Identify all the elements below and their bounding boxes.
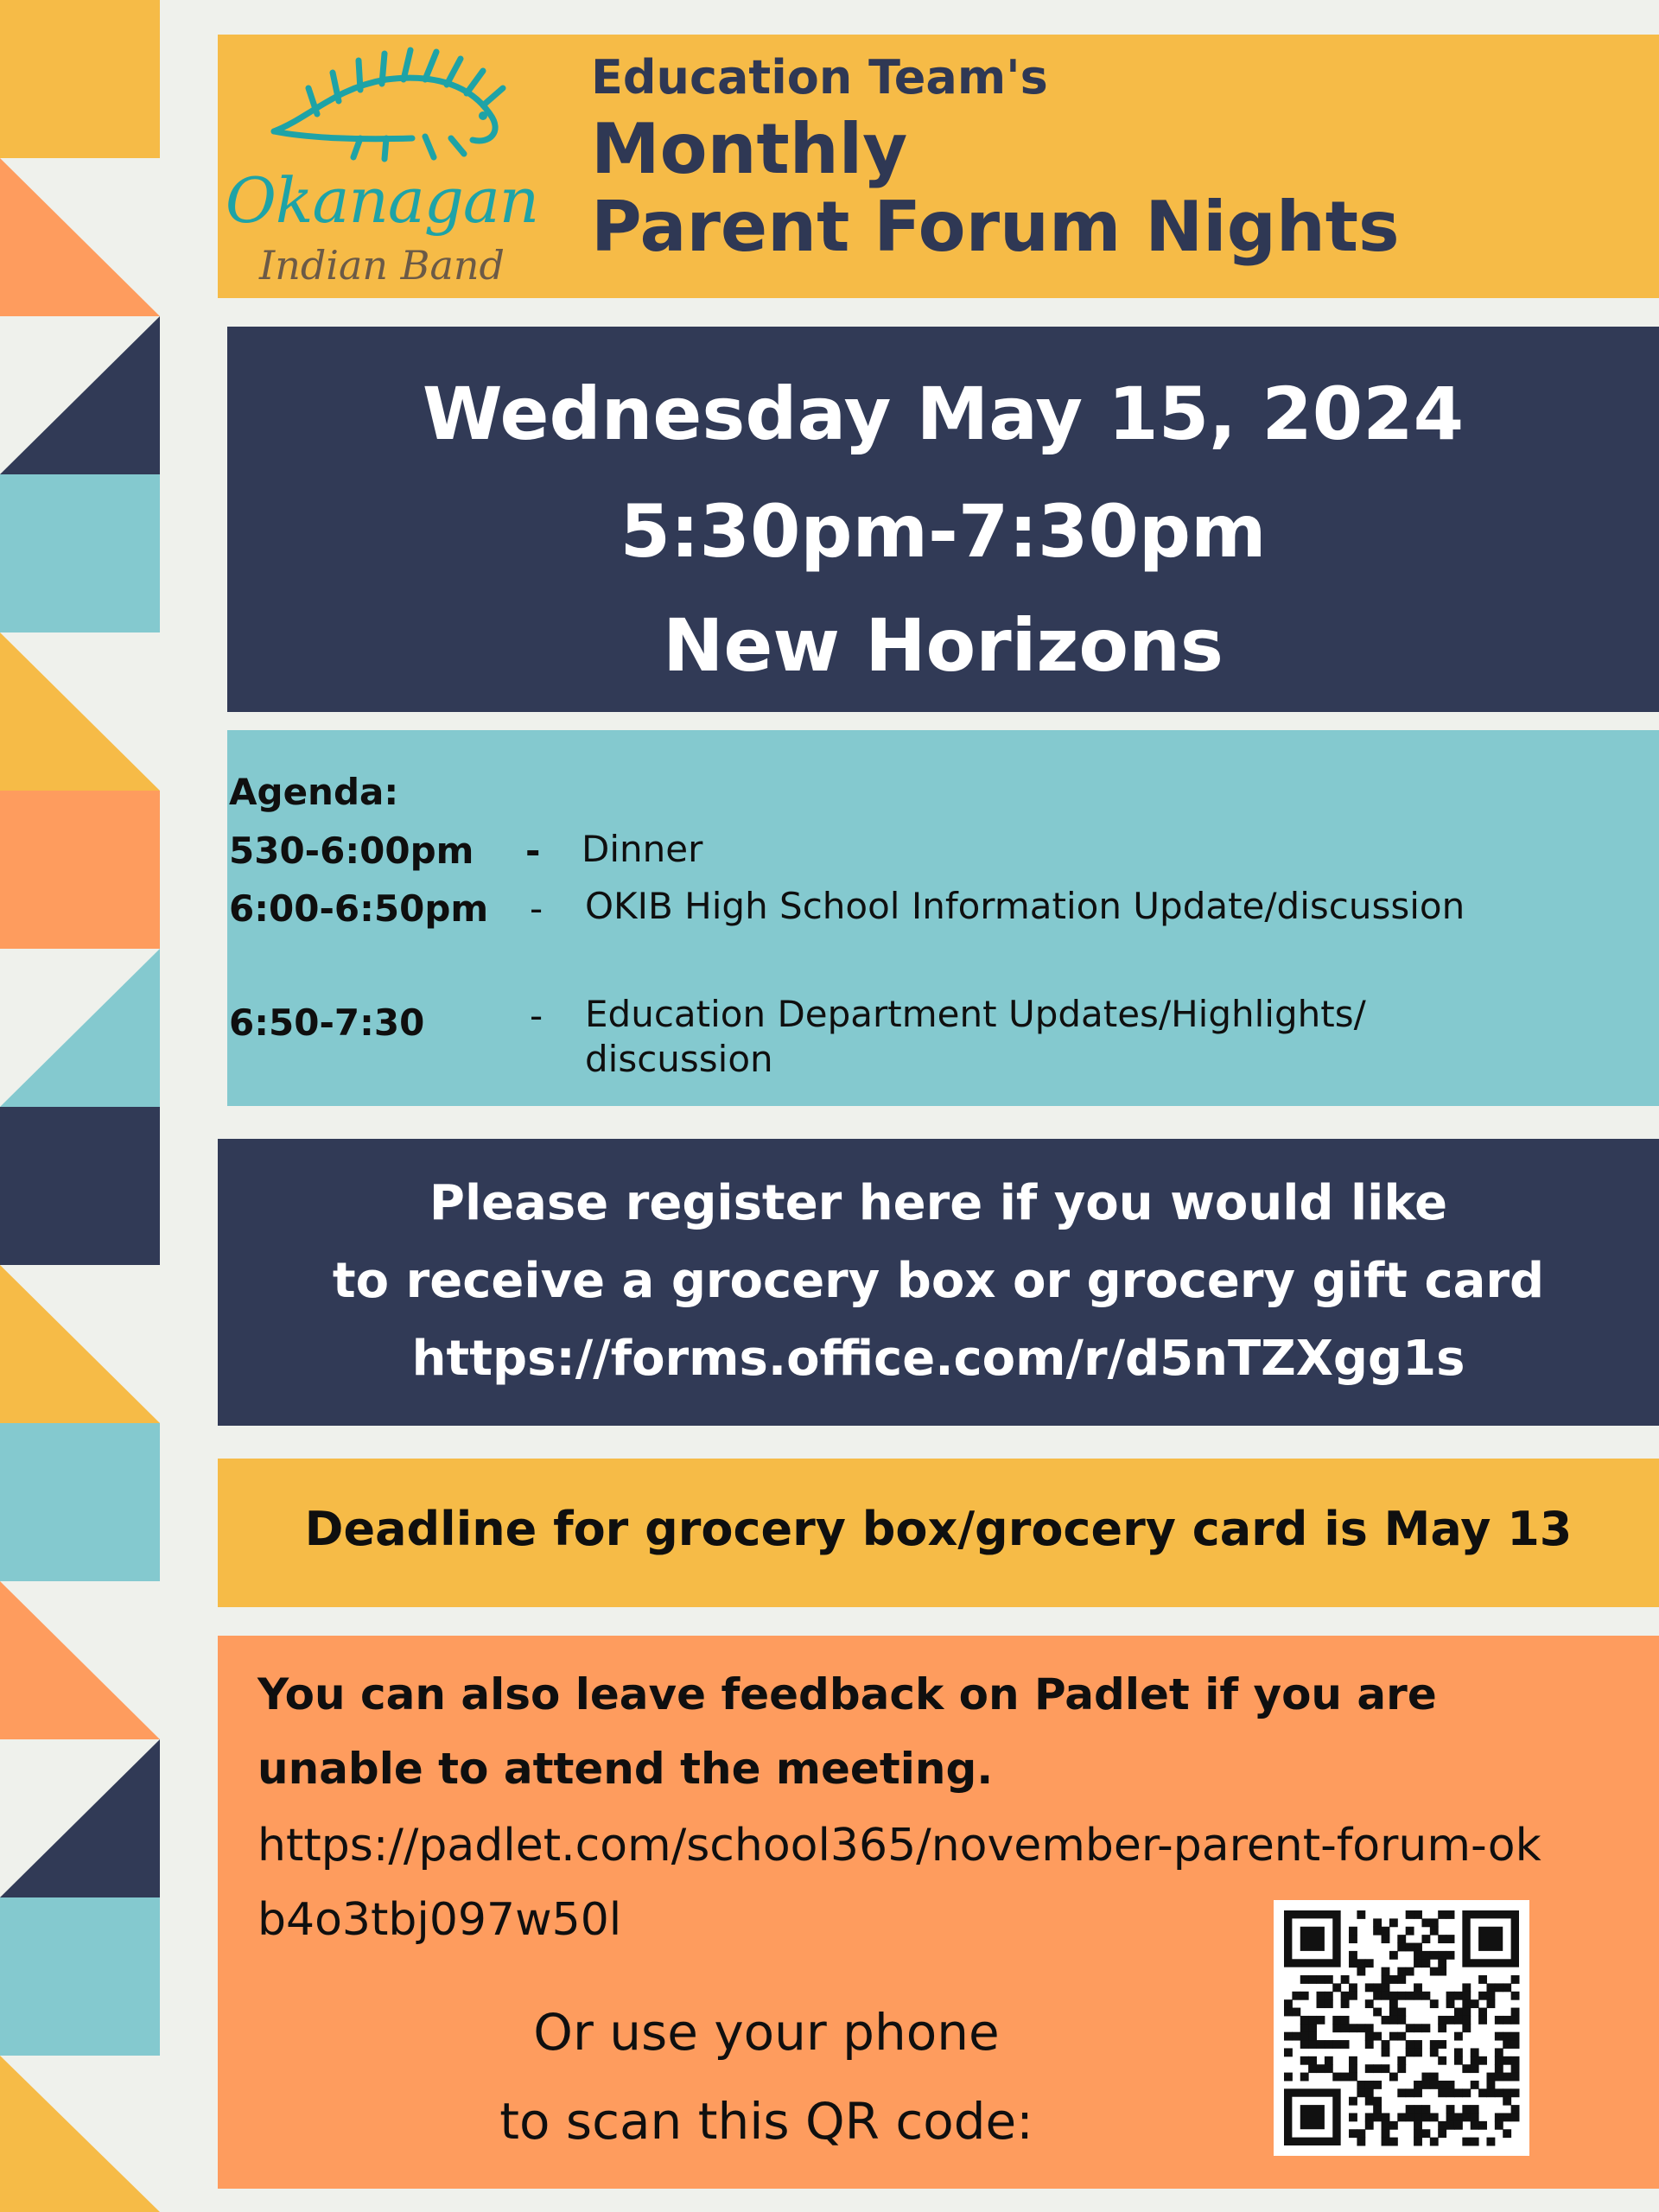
agenda-item-desc: OKIB High School Information Update/discussion xyxy=(585,885,1465,927)
header-title-monthly: Monthly xyxy=(591,109,908,189)
agenda-item-desc: Education Department Updates/Highlights/ discussion xyxy=(585,993,1366,1080)
agenda-item-dash: - xyxy=(525,830,541,872)
agenda-item-time: 6:00-6:50pm xyxy=(229,887,489,930)
agenda-item-dash: - xyxy=(530,887,543,930)
agenda-title: Agenda: xyxy=(229,771,399,813)
agenda-item-desc: Dinner xyxy=(582,828,703,870)
agenda-item-dash: - xyxy=(530,995,543,1037)
event-time: 5:30pm-7:30pm xyxy=(620,489,1267,574)
event-details-panel xyxy=(227,327,1659,712)
header-team-title: Education Team's xyxy=(591,50,1048,105)
scan-instruction-line1: Or use your phone xyxy=(533,2003,1000,2062)
agenda-item-time: 530-6:00pm xyxy=(229,830,474,872)
padlet-link[interactable]: https://padlet.com/school365/november-parent-forum-okb4o3tbj097w50l xyxy=(257,1820,1541,1946)
deadline-text: Deadline for grocery box/grocery card is May 13 xyxy=(304,1502,1573,1556)
feedback-panel xyxy=(218,1636,1659,2189)
logo-name-indian-band: Indian Band xyxy=(259,242,505,289)
agenda-item-time: 6:50-7:30 xyxy=(229,1001,425,1044)
registration-panel xyxy=(218,1139,1659,1426)
event-venue: New Horizons xyxy=(663,603,1224,688)
feedback-message: You can also leave feedback on Padlet if you are unable to attend the meeting. xyxy=(257,1669,1437,1794)
decorative-side-strip xyxy=(0,0,160,2212)
okanagan-logo xyxy=(218,35,563,298)
qr-code-graphic xyxy=(1274,1900,1529,2156)
header-banner xyxy=(218,35,1659,298)
event-date: Wednesday May 15, 2024 xyxy=(422,372,1465,456)
scan-instruction-line2: to scan this QR code: xyxy=(499,2092,1033,2151)
register-link[interactable]: https://forms.office.com/r/d5nTZXgg1s xyxy=(411,1331,1465,1387)
header-title-forum-nights: Parent Forum Nights xyxy=(591,187,1400,267)
porcupine-logo-icon xyxy=(257,36,533,166)
qr-code-icon[interactable] xyxy=(1274,1900,1529,2156)
register-text-line1: Please register here if you would like xyxy=(429,1175,1448,1231)
register-text-line2: to receive a grocery box or grocery gift card xyxy=(332,1253,1545,1309)
agenda-panel xyxy=(227,730,1659,1106)
deadline-panel xyxy=(218,1459,1659,1607)
logo-name-okanagan: Okanagan xyxy=(225,164,539,237)
